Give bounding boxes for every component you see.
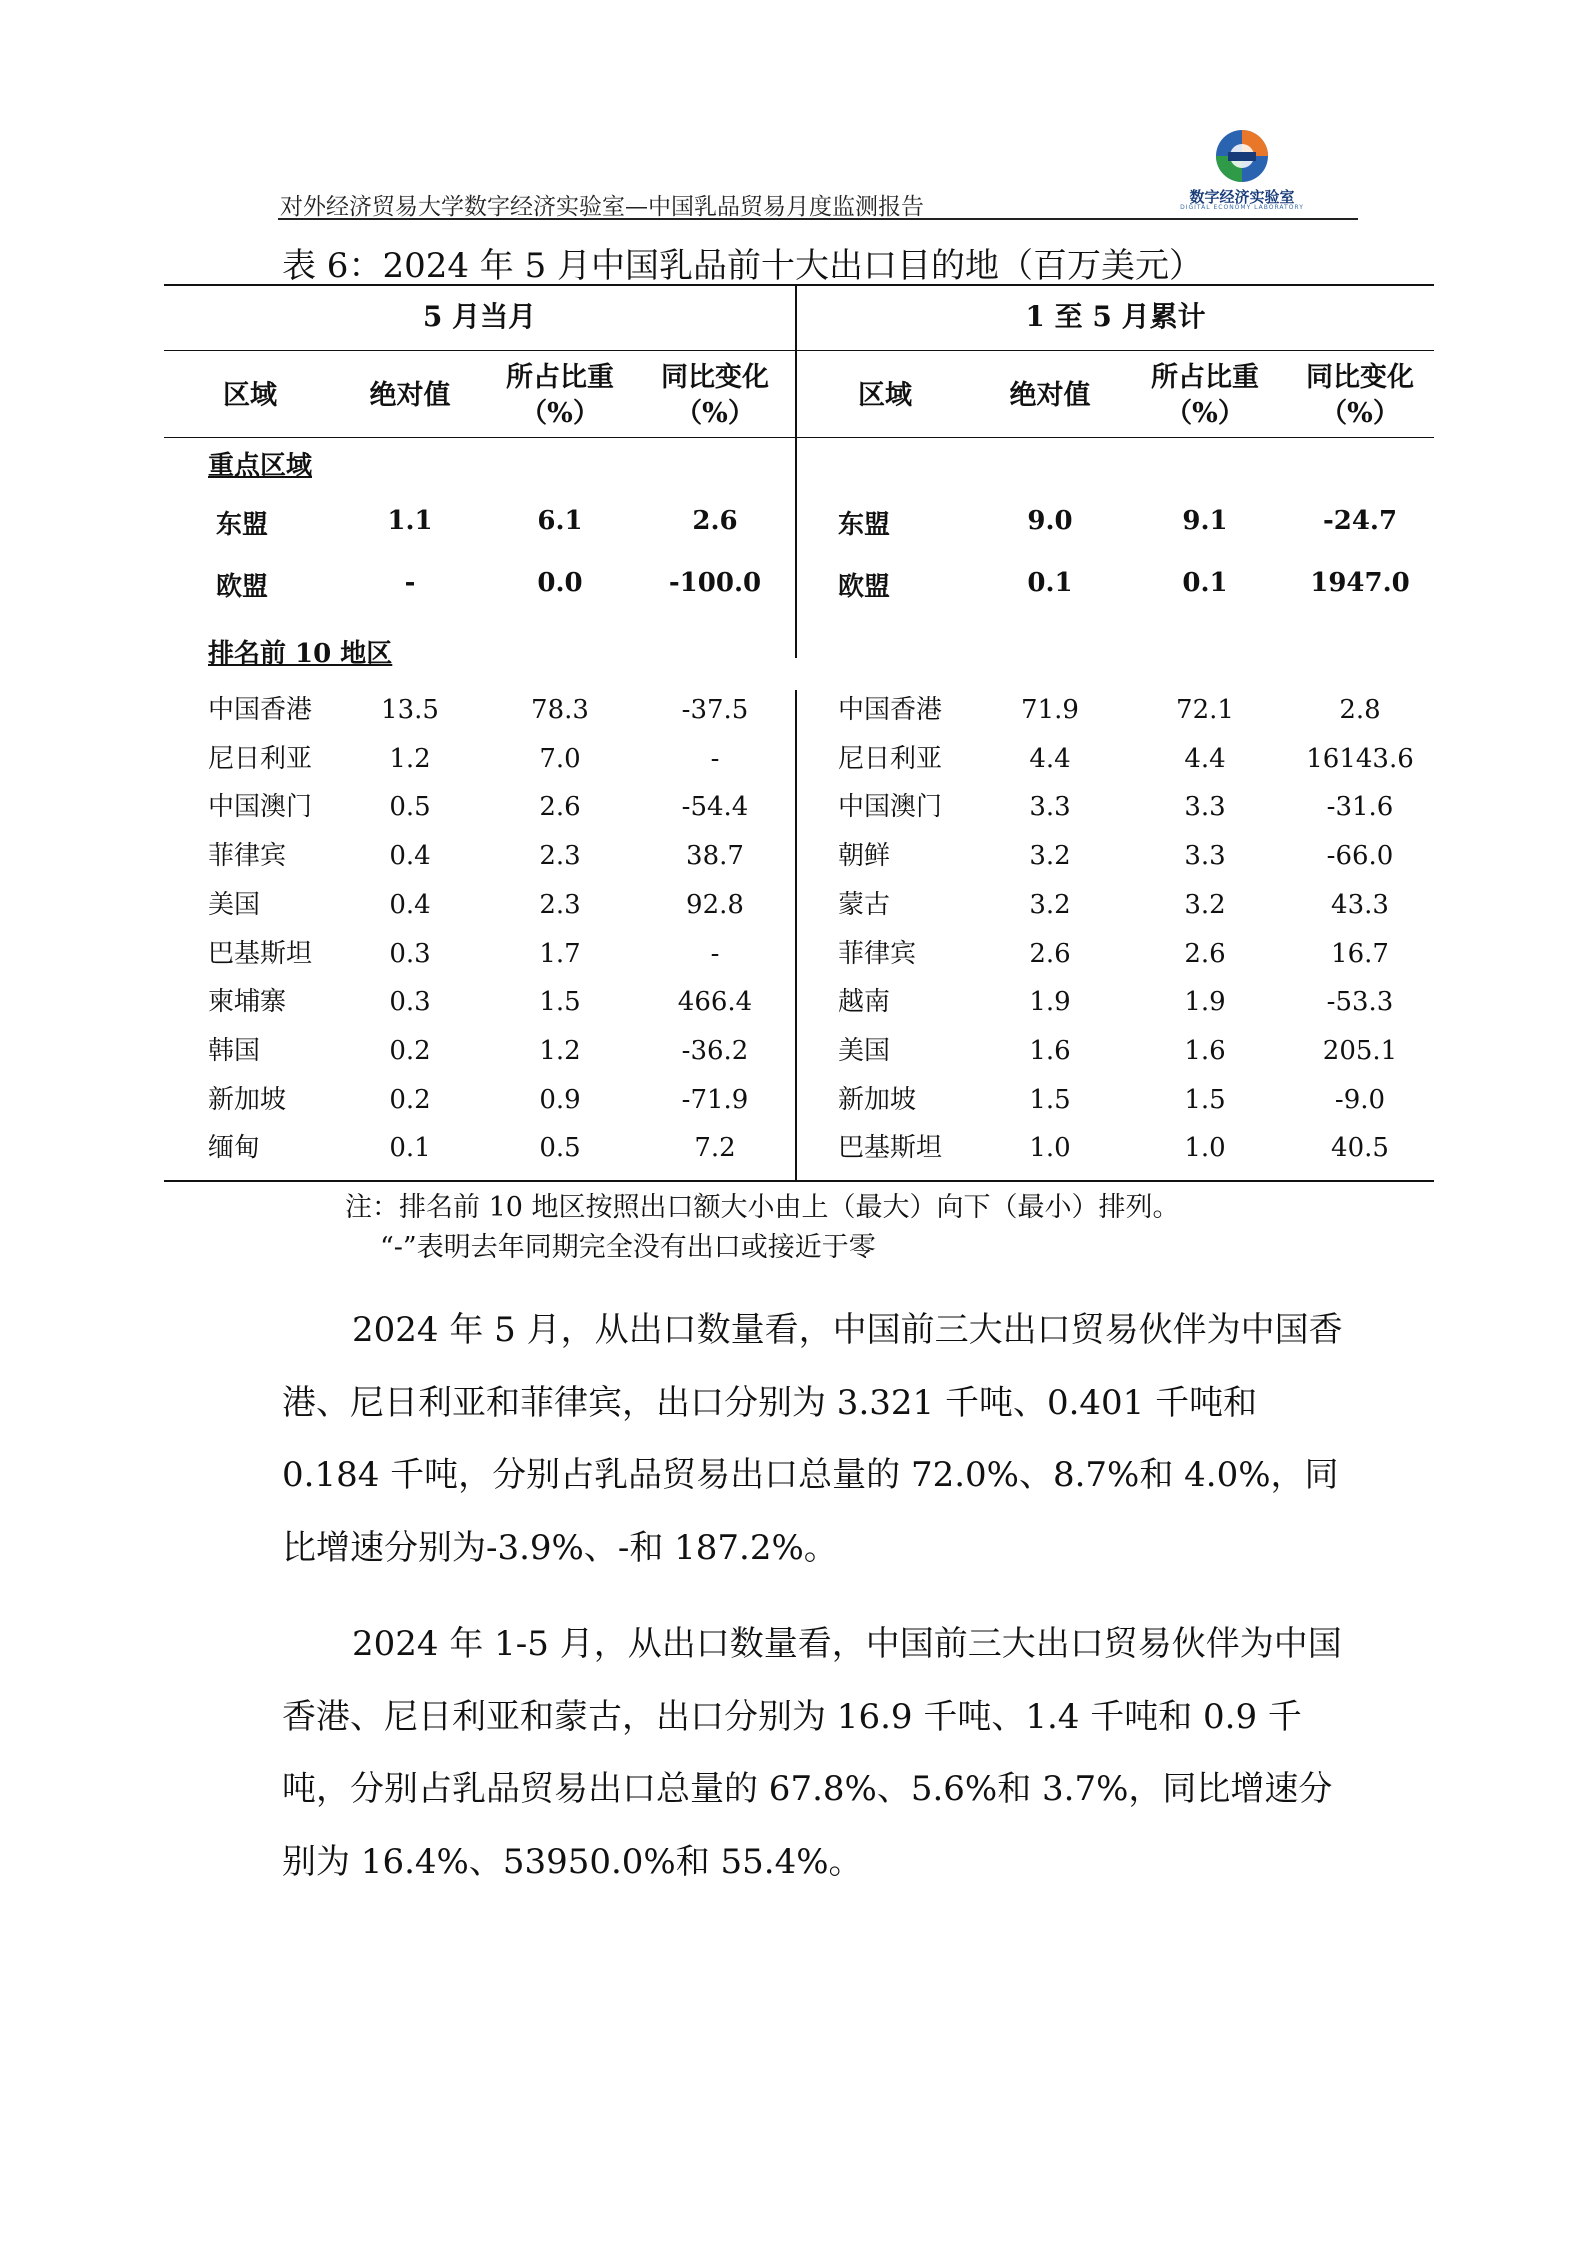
top-row-left-share: 0.9	[539, 1085, 581, 1115]
col-header-yoy: 同比变化	[661, 362, 769, 393]
top-row-left-abs: 13.5	[381, 695, 439, 725]
top-row-right-name: 中国香港	[838, 695, 943, 725]
top-row-right-name: 菲律宾	[838, 939, 917, 969]
col-header-share: 所占比重	[506, 362, 614, 393]
top-row-left-name: 菲律宾	[208, 841, 287, 871]
lab-logo-text: 数字经济实验室	[1189, 188, 1295, 206]
top-row-right-share: 3.2	[1184, 890, 1226, 920]
top-row-left-name: 美国	[208, 890, 261, 920]
key-row-right-share: 0.1	[1182, 568, 1228, 598]
top-row-left-share: 78.3	[531, 695, 589, 725]
top-row-left-share: 2.3	[539, 841, 581, 871]
key-row-right-yoy: -24.7	[1322, 506, 1398, 536]
top-row-right-yoy: 205.1	[1322, 1036, 1398, 1066]
top-row-left-abs: 1.2	[389, 744, 431, 774]
top-row-right-name: 朝鲜	[838, 841, 891, 871]
top-row-left-name: 中国香港	[208, 695, 313, 725]
top-row-right-name: 蒙古	[838, 890, 891, 920]
top-row-right-yoy: 43.3	[1331, 890, 1389, 920]
top-row-left-yoy: 466.4	[677, 987, 753, 1017]
top-row-left-yoy: 7.2	[694, 1133, 736, 1163]
paragraph-may	[282, 1294, 1358, 1584]
col-header-share-unit: （%）	[520, 398, 600, 429]
table-bottom-rule	[164, 1180, 1434, 1182]
top-row-left-yoy: -36.2	[681, 1036, 749, 1066]
top-row-right-abs: 2.6	[1029, 939, 1071, 969]
top-row-right-abs: 3.2	[1029, 841, 1071, 871]
col-header-yoy-cum: 同比变化	[1306, 362, 1414, 393]
top-row-left-share: 2.6	[539, 792, 581, 822]
paragraph-jan-may-text: 2024 年 1-5 月，从出口数量看，中国前三大出口贸易伙伴为中国香港、尼日利亚和蒙古，出口分别为 16.9 千吨、1.4 千吨和 0.9 千吨，分别占乳品贸易出口总量的 67.8%、5.6%和 3.7%，同比增速分别为 16.4%、53950.0%和 55.4%。	[282, 1624, 1342, 1882]
top-row-right-share: 1.5	[1184, 1085, 1226, 1115]
top-row-right-name: 尼日利亚	[838, 744, 943, 774]
top-row-left-share: 1.7	[539, 939, 581, 969]
top-row-left-share: 0.5	[539, 1133, 581, 1163]
col-header-share-unit-cum: （%）	[1165, 398, 1245, 429]
top-row-left-name: 新加坡	[208, 1085, 287, 1115]
top-row-right-yoy: -66.0	[1326, 841, 1394, 871]
top-row-right-name: 新加坡	[838, 1085, 917, 1115]
top-row-left-share: 7.0	[539, 744, 581, 774]
top-row-right-share: 1.9	[1184, 987, 1226, 1017]
top-row-left-yoy: -37.5	[681, 695, 749, 725]
key-row-right-share: 9.1	[1182, 506, 1228, 536]
key-row-right-abs: 9.0	[1027, 506, 1073, 536]
report-header-title: 对外经济贸易大学数字经济实验室—中国乳品贸易月度监测报告	[280, 194, 924, 220]
top-row-left-abs: 0.2	[389, 1085, 431, 1115]
key-row-left-share: 6.1	[537, 506, 583, 536]
key-row-left-yoy: 2.6	[692, 506, 738, 536]
section-key-regions: 重点区域	[208, 451, 313, 481]
top-row-right-share: 2.6	[1184, 939, 1226, 969]
top-row-left-abs: 0.5	[389, 792, 431, 822]
col-header-yoy-unit: （%）	[675, 398, 755, 429]
top-row-left-abs: 0.3	[389, 939, 431, 969]
top-row-right-abs: 1.9	[1029, 987, 1071, 1017]
top-row-left-name: 巴基斯坦	[208, 939, 313, 969]
top-row-right-share: 3.3	[1184, 792, 1226, 822]
top-row-left-yoy: 38.7	[686, 841, 744, 871]
top-row-left-abs: 0.1	[389, 1133, 431, 1163]
top-row-right-name: 中国澳门	[838, 792, 943, 822]
top-row-right-abs: 1.0	[1029, 1133, 1071, 1163]
key-row-left-name: 欧盟	[216, 572, 269, 602]
key-row-right-yoy: 1947.0	[1310, 568, 1410, 598]
top-row-left-abs: 0.4	[389, 890, 431, 920]
top-row-right-yoy: -53.3	[1326, 987, 1394, 1017]
group-header-jan-may: 1 至 5 月累计	[1025, 300, 1206, 333]
col-header-abs: 绝对值	[369, 380, 451, 411]
col-header-share-cum: 所占比重	[1151, 362, 1259, 393]
top-row-left-yoy: -71.9	[681, 1085, 749, 1115]
top-row-right-abs: 4.4	[1029, 744, 1071, 774]
top-row-right-abs: 3.3	[1029, 792, 1071, 822]
lab-logo-subtext: DIGITAL ECONOMY LABORATORY	[1180, 204, 1304, 211]
col-header-yoy-unit-cum: （%）	[1320, 398, 1400, 429]
group-header-may: 5 月当月	[422, 300, 537, 333]
col-header-region-cum: 区域	[858, 380, 912, 411]
table-center-divider-upper	[795, 284, 797, 658]
col-header-region: 区域	[223, 380, 277, 411]
table-center-divider-lower	[795, 690, 797, 1180]
top-row-left-share: 1.2	[539, 1036, 581, 1066]
top-row-right-share: 4.4	[1184, 744, 1226, 774]
key-row-left-yoy: -100.0	[668, 568, 762, 598]
column-header-rule	[164, 437, 1434, 438]
top-row-right-abs: 1.5	[1029, 1085, 1071, 1115]
top-row-left-abs: 0.4	[389, 841, 431, 871]
top-row-left-share: 2.3	[539, 890, 581, 920]
top-row-right-abs: 1.6	[1029, 1036, 1071, 1066]
top-row-right-yoy: 2.8	[1339, 695, 1381, 725]
top-row-right-yoy: 40.5	[1331, 1133, 1389, 1163]
top-row-left-yoy: 92.8	[686, 890, 744, 920]
top-row-right-share: 1.6	[1184, 1036, 1226, 1066]
header-rule	[278, 218, 1358, 220]
table-note-ranking: 注：排名前 10 地区按照出口额大小由上（最大）向下（最小）排列。	[345, 1192, 1180, 1223]
table-title: 表 6：2024 年 5 月中国乳品前十大出口目的地（百万美元）	[282, 246, 1204, 286]
group-header-rule	[164, 350, 1434, 351]
top-row-right-share: 3.3	[1184, 841, 1226, 871]
table-note-dash: “-”表明去年同期完全没有出口或接近于零	[380, 1232, 876, 1263]
top-row-right-yoy: -31.6	[1326, 792, 1394, 822]
table-top-rule	[164, 284, 1434, 286]
top-row-right-yoy: 16143.6	[1306, 744, 1414, 774]
top-row-right-yoy: 16.7	[1331, 939, 1389, 969]
top-row-left-name: 韩国	[208, 1036, 261, 1066]
top-row-left-name: 尼日利亚	[208, 744, 313, 774]
key-row-left-abs: -	[404, 568, 416, 598]
key-row-right-name: 欧盟	[838, 572, 891, 602]
top-row-left-name: 柬埔寨	[208, 987, 287, 1017]
top-row-left-abs: 0.2	[389, 1036, 431, 1066]
top-row-right-share: 1.0	[1184, 1133, 1226, 1163]
key-row-left-share: 0.0	[537, 568, 583, 598]
top-row-right-name: 美国	[838, 1036, 891, 1066]
top-row-right-name: 越南	[838, 987, 891, 1017]
top-row-left-yoy: -	[710, 939, 720, 969]
section-top-10: 排名前 10 地区	[208, 639, 393, 669]
top-row-right-yoy: -9.0	[1334, 1085, 1386, 1115]
top-row-left-name: 缅甸	[208, 1133, 261, 1163]
key-row-left-name: 东盟	[216, 510, 269, 540]
top-row-right-abs: 3.2	[1029, 890, 1071, 920]
key-row-right-abs: 0.1	[1027, 568, 1073, 598]
paragraph-jan-may	[282, 1608, 1358, 1898]
paragraph-may-text: 2024 年 5 月，从出口数量看，中国前三大出口贸易伙伴为中国香港、尼日利亚和菲律宾，出口分别为 3.321 千吨、0.401 千吨和 0.184 千吨，分别占乳品贸易出口总量的 72.0%、8.7%和 4.0%，同比增速分别为-3.9%、-和 187.2%。	[282, 1310, 1343, 1568]
top-row-left-yoy: -54.4	[681, 792, 749, 822]
col-header-abs-cum: 绝对值	[1009, 380, 1091, 411]
top-row-left-name: 中国澳门	[208, 792, 313, 822]
top-row-left-share: 1.5	[539, 987, 581, 1017]
key-row-left-abs: 1.1	[387, 506, 433, 536]
top-row-right-abs: 71.9	[1021, 695, 1079, 725]
top-row-right-share: 72.1	[1176, 695, 1234, 725]
key-row-right-name: 东盟	[838, 510, 891, 540]
top-row-left-abs: 0.3	[389, 987, 431, 1017]
top-row-left-yoy: -	[710, 744, 720, 774]
top-row-right-name: 巴基斯坦	[838, 1133, 943, 1163]
